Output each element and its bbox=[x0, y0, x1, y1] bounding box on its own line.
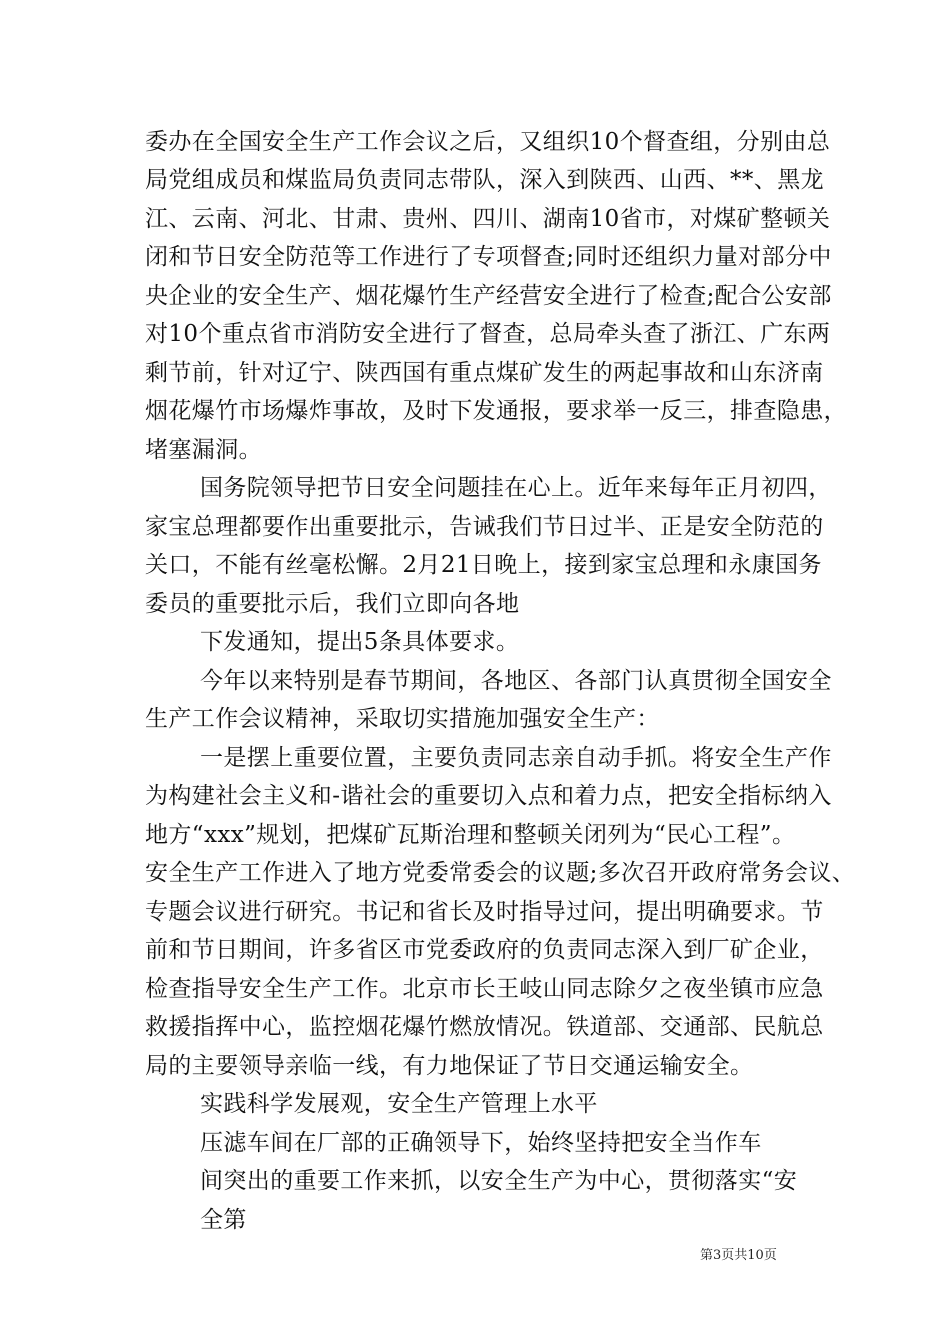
text-line: 烟花爆竹市场爆炸事故，及时下发通报，要求举一反三，排查隐患， bbox=[145, 398, 847, 424]
text-line: 局党组成员和煤监局负责同志带队，深入到陕西、山西、**、黑龙 bbox=[145, 167, 824, 193]
text-line: 安全生产工作进入了地方党委常委会的议题;多次召开政府常务会议、 bbox=[145, 860, 856, 886]
text-line: 委办在全国安全生产工作会议之后，又组织10个督查组，分别由总 bbox=[145, 129, 831, 155]
text-line: 委员的重要批示后，我们立即向各地 bbox=[145, 591, 520, 617]
paragraph-first-line: 压滤车间在厂部的正确领导下，始终坚持把安全当作车 bbox=[200, 1130, 762, 1156]
paragraph-first-line: 一是摆上重要位置，主要负责同志亲自动手抓。将安全生产作 bbox=[200, 745, 832, 771]
paragraph-first-line: 下发通知，提出5条具体要求。 bbox=[200, 629, 520, 655]
text-line: 关口，不能有丝毫松懈。2月21日晚上，接到家宝总理和永康国务 bbox=[145, 552, 822, 578]
text-line: 间突出的重要工作来抓，以安全生产为中心，贯彻落实“安 bbox=[200, 1168, 798, 1194]
text-line: 地方“xxx”规划，把煤矿瓦斯治理和整顿关闭列为“民心工程”。 bbox=[145, 822, 796, 848]
text-line: 为构建社会主义和-谐社会的重要切入点和着力点，把安全指标纳入 bbox=[145, 783, 832, 809]
paragraph-first-line: 国务院领导把节日安全问题挂在心上。近年来每年正月初四， bbox=[200, 475, 832, 501]
text-line: 对10个重点省市消防安全进行了督查，总局牵头查了浙江、广东两 bbox=[145, 321, 831, 347]
text-line: 前和节日期间，许多省区市党委政府的负责同志深入到厂矿企业， bbox=[145, 937, 824, 963]
text-line: 剩节前，针对辽宁、陕西国有重点煤矿发生的两起事故和山东济南 bbox=[145, 360, 824, 386]
text-line: 家宝总理都要作出重要批示，告诫我们节日过半、正是安全防范的 bbox=[145, 514, 824, 540]
text-line: 生产工作会议精神，采取切实措施加强安全生产： bbox=[145, 706, 660, 732]
text-line: 救援指挥中心，监控烟花爆竹燃放情况。铁道部、交通部、民航总 bbox=[145, 1014, 824, 1040]
text-line: 央企业的安全生产、烟花爆竹生产经营安全进行了检查;配合公安部 bbox=[145, 283, 832, 309]
section-heading: 实践科学发展观，安全生产管理上水平 bbox=[200, 1091, 598, 1117]
text-line: 检查指导安全生产工作。北京市长王岐山同志除夕之夜坐镇市应急 bbox=[145, 976, 824, 1002]
text-line: 专题会议进行研究。书记和省长及时指导过问，提出明确要求。节 bbox=[145, 899, 824, 925]
paragraph-first-line: 今年以来特别是春节期间，各地区、各部门认真贯彻全国安全 bbox=[200, 668, 832, 694]
page-number-footer: 第3页共10页 bbox=[700, 1248, 777, 1263]
text-line: 堵塞漏洞。 bbox=[145, 437, 262, 463]
text-line: 闭和节日安全防范等工作进行了专项督查;同时还组织力量对部分中 bbox=[145, 244, 832, 270]
text-line: 局的主要领导亲临一线，有力地保证了节日交通运输安全。 bbox=[145, 1053, 754, 1079]
text-line: 江、云南、河北、甘肃、贵州、四川、湖南10省市，对煤矿整顿关 bbox=[145, 206, 831, 232]
text-line: 全第 bbox=[200, 1207, 247, 1233]
